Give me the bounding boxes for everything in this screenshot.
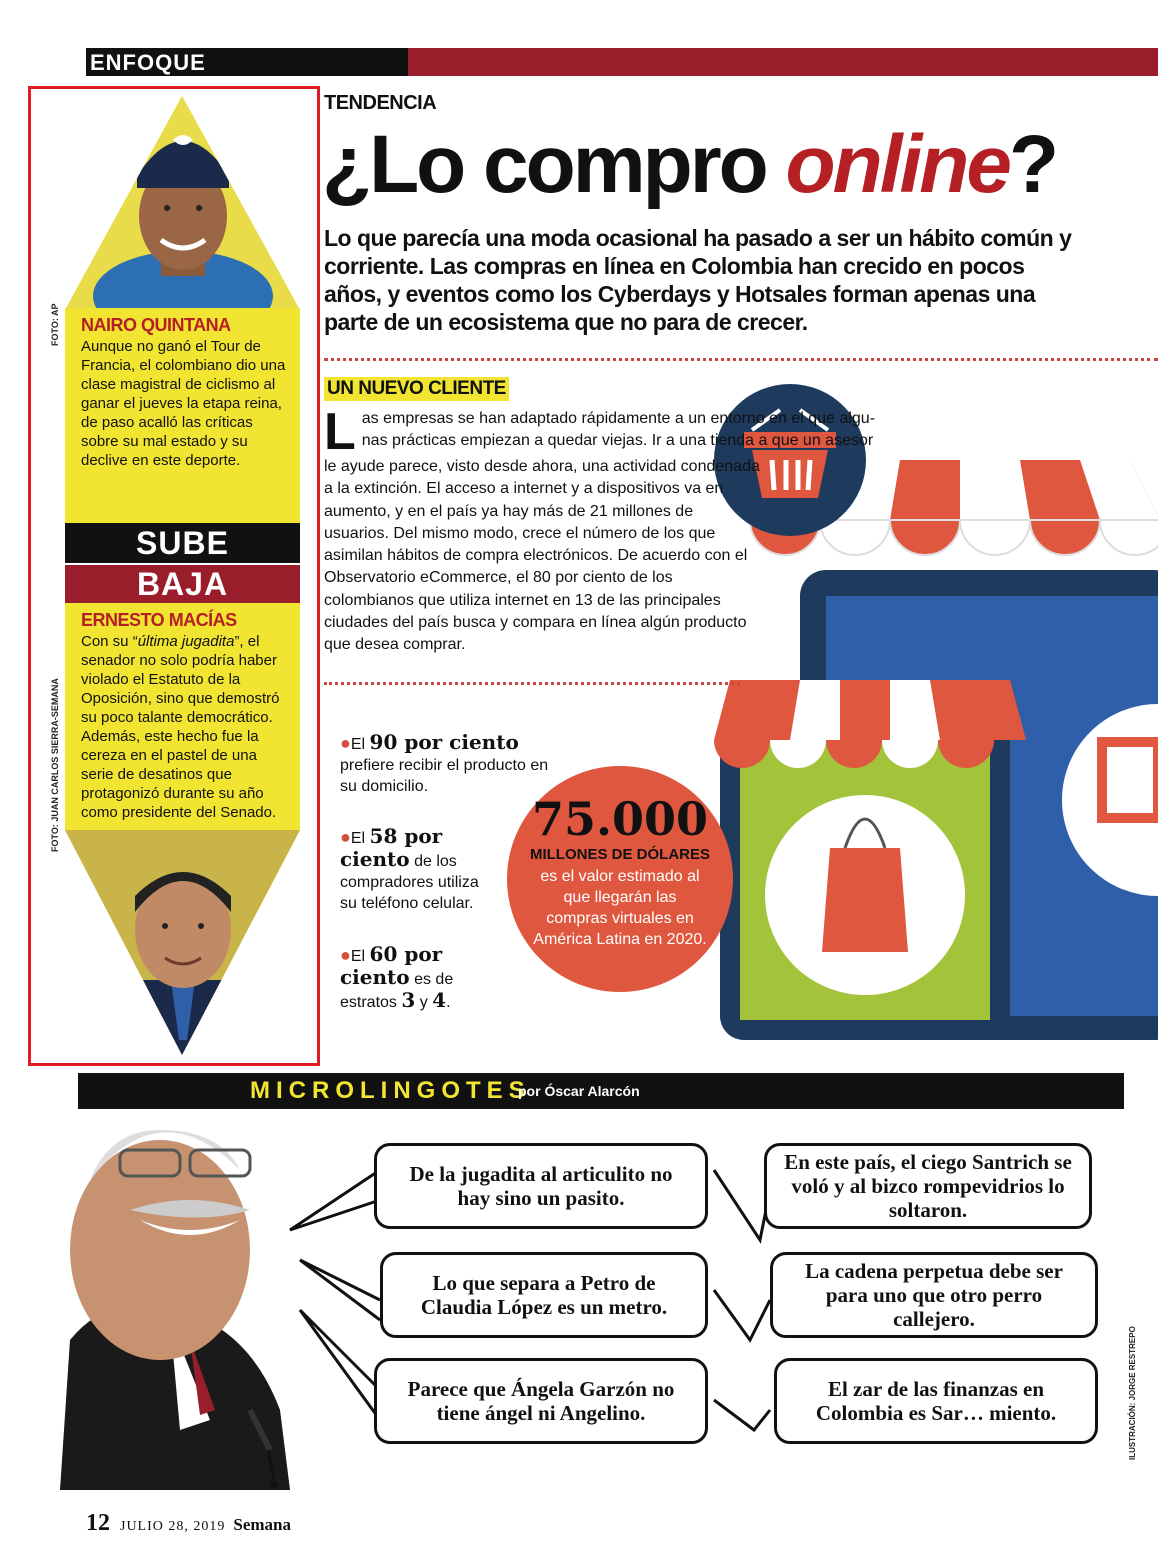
microlingotes-title: MICROLINGOTES [250, 1077, 531, 1104]
article-kicker: TENDENCIA [324, 92, 437, 114]
headline-end: ? [1008, 119, 1057, 210]
caricature-illustration [50, 1090, 310, 1490]
stat-item [340, 944, 490, 1013]
baja-label: BAJA [65, 565, 300, 603]
baja-text-before: Con su “ [81, 633, 138, 650]
issue-date: JULIO 28, 2019 [120, 1519, 226, 1534]
stat-text: de los compradores utiliza su teléfono celular. [340, 853, 479, 912]
stat-prefix: El [350, 948, 370, 965]
stat-text: . [446, 994, 451, 1011]
divider-middle [324, 682, 740, 685]
highlight-number: 75.000 [531, 792, 709, 846]
article-body-rest: le ayude parece, visto desde ahora, una actividad condenada a la extinción. El acceso a internet y a dispositivos va en aumento, y en el país ya hay más de 21 millones de usuarios. Del mismo modo, crece el número de los que asimilan hábitos de compra electrónicos. De acuerdo con el Observatorio eCommerce, el 80 por ciento de los colombianos que utiliza internet en 13 de las principales ciudades del país busca y compara en línea algún producto que desea comprar. [324, 458, 760, 654]
stat-big: 90 por ciento [369, 730, 519, 754]
quote-bubble: El zar de las finanzas en Colombia es Sar… miento. [774, 1358, 1098, 1444]
stat-text: prefiere recibir el producto en su domicilio. [340, 757, 549, 795]
divider-top [324, 358, 1158, 361]
article-body-line1: as empresas se han adaptado rápidamente a un entorno en el que algu- [361, 410, 876, 427]
stat-prefix: El [350, 830, 370, 847]
stat-prefix: El [350, 736, 370, 753]
section-header-red [408, 48, 1158, 76]
stat-big: 58 por ciento [340, 824, 443, 871]
stat-text: y [415, 994, 433, 1011]
stat-bullet: ● [340, 945, 351, 965]
quote-bubble: Parece que Ángela Garzón no tiene ángel ni Angelino. [374, 1358, 708, 1444]
magazine-name: Semana [233, 1515, 292, 1534]
nairo-portrait [65, 96, 300, 310]
photo-credit-semana: FOTO: JUAN CARLOS SIERRA-SEMANA [50, 678, 60, 852]
baja-text-italic: última jugadita [137, 633, 235, 650]
headline-main: ¿Lo compro [322, 119, 786, 210]
article-dropcap: L [324, 403, 356, 461]
article-body-line2: nas prácticas empiezan a quedar viejas. Ir a una tienda a que un asesor [361, 432, 874, 450]
baja-name: ERNESTO MACÍAS [81, 610, 237, 630]
highlight-unit: MILLONES DE DÓLARES [529, 846, 710, 863]
section-header-bar [86, 48, 1158, 76]
section-label: ENFOQUE [90, 50, 206, 75]
baja-text-after: ”, el senador no solo podría haber violado el Estatuto de la Oposición, sino que demostró su poco talante democrático. Además, este hecho fue la cereza en el pastel de una serie de desatinos que protagonizó durante su año como presidente del Senado. [81, 633, 280, 821]
sube-box [65, 308, 300, 523]
stat-item [340, 826, 500, 914]
article-subhead: UN NUEVO CLIENTE [324, 377, 509, 401]
quote-bubble: En este país, el ciego Santrich se voló y al bizco rompevidrios lo soltaron. [764, 1143, 1092, 1229]
article-deck: Lo que parecía una moda ocasional ha pasado a ser un hábito común y corriente. Las compras en línea en Colombia han crecido en pocos años, y eventos como los Cyberdays y Hotsales forman apenas una parte de un ecosistema que no para de crecer. [324, 225, 1072, 335]
highlight-description: es el valor estimado al que llegarán las compras virtuales en América Latina en 2020. [533, 868, 707, 948]
quote-bubble: De la jugadita al articulito no hay sino un pasito. [374, 1143, 708, 1229]
headline-accent: online [785, 119, 1009, 210]
highlight-circle [507, 766, 733, 992]
page-footer [86, 1510, 291, 1537]
sube-label: SUBE [65, 523, 300, 563]
stat-number: 3 [401, 988, 416, 1012]
stat-bullet: ● [340, 733, 351, 753]
baja-box [65, 603, 300, 831]
stat-big: 60 por ciento [340, 942, 443, 989]
quote-bubble: Lo que separa a Petro de Claudia López es un metro. [380, 1252, 708, 1338]
sube-text: Aunque no ganó el Tour de Francia, el colombiano dio una clase magistral de ciclismo al ganar el jueves la etapa reina, de paso acalló las críticas sobre su mal estado y su declive en este deporte. [81, 338, 286, 469]
page-number: 12 [86, 1510, 110, 1536]
stat-number: 4 [432, 988, 447, 1012]
stat-text: es de estratos [340, 971, 454, 1011]
macias-portrait [65, 830, 300, 1055]
article-headline [322, 120, 1056, 210]
microlingotes-author: por Óscar Alarcón [518, 1083, 640, 1099]
quote-bubble: La cadena perpetua debe ser para uno que otro perro callejero. [770, 1252, 1098, 1338]
stat-item [340, 732, 560, 797]
photo-credit-ap: FOTO: AP [50, 303, 60, 346]
sube-name: NAIRO QUINTANA [81, 315, 231, 335]
article-body [324, 403, 876, 657]
stat-bullet: ● [340, 827, 351, 847]
illustration-credit: ILUSTRACIÓN: JORGE RESTREPO [1128, 1326, 1137, 1460]
